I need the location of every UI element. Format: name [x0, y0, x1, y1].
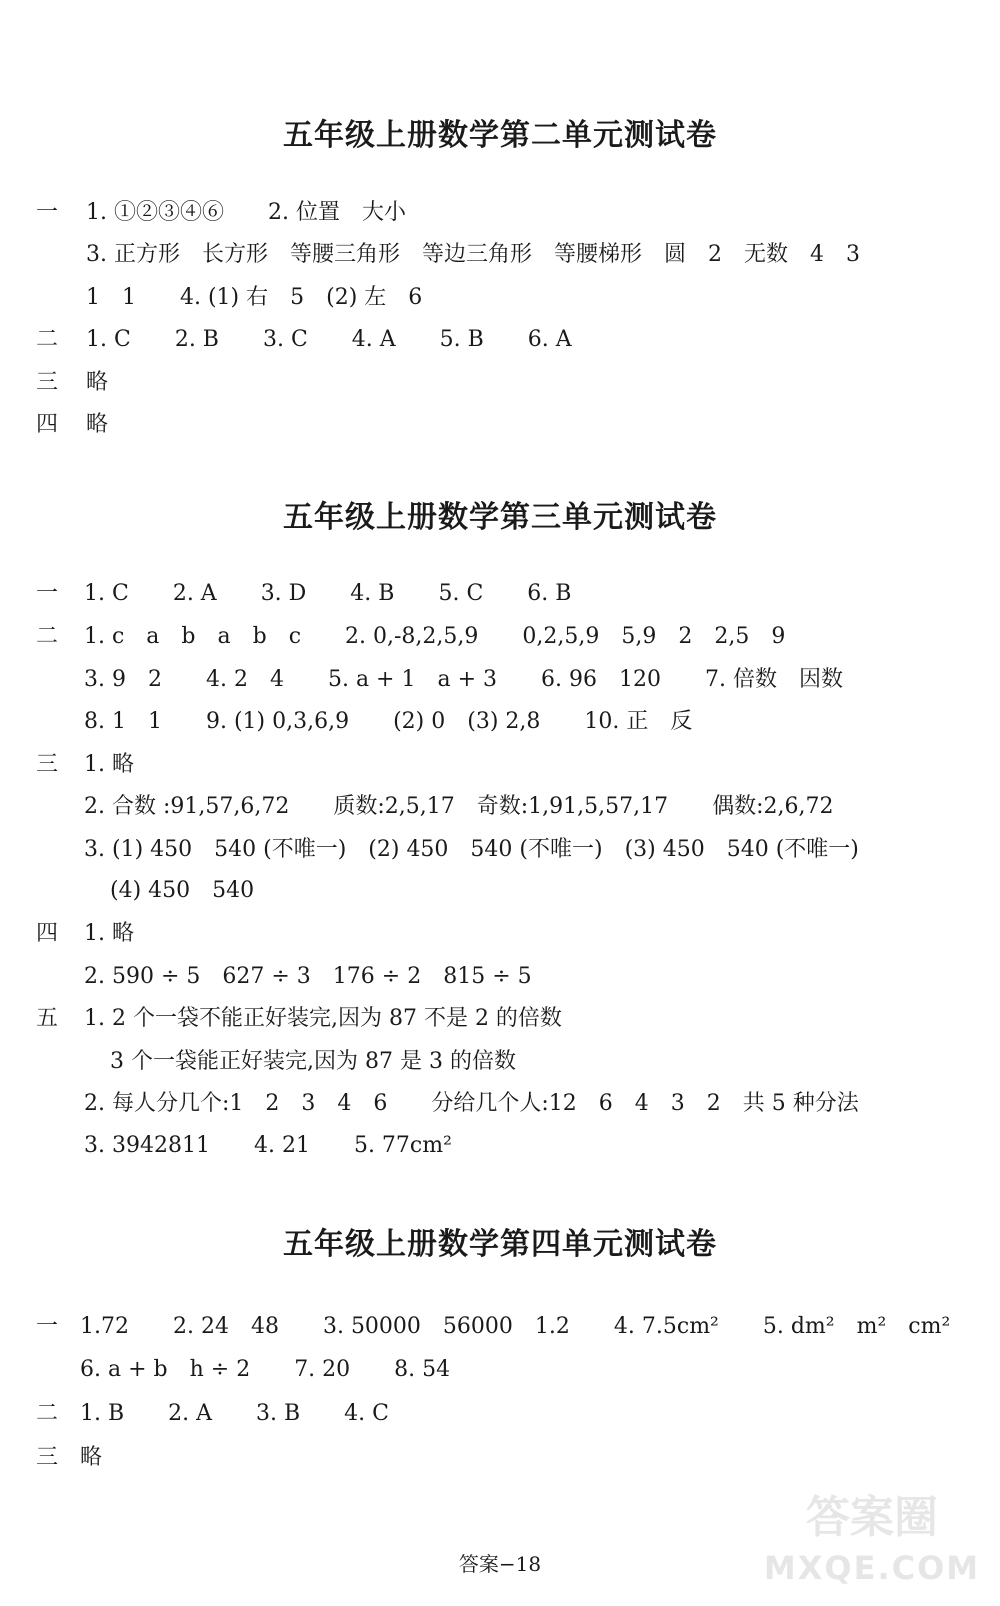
answer-line: 2. 合数 :91,57,6,72 质数:2,5,17 奇数:1,91,5,57,17 偶数:2,6,72	[84, 794, 834, 819]
answer-line: 1. C 2. B 3. C 4. A 5. B 6. A	[86, 327, 572, 352]
row-label: 五	[36, 1006, 59, 1031]
answer-line: 1. c a b a b c 2. 0,-8,2,5,9 0,2,5,9 5,9 2 2,5 9	[84, 624, 786, 649]
row-label: 一	[36, 1314, 59, 1339]
answer-line: 略	[86, 370, 109, 395]
row-label: 二	[36, 327, 59, 352]
row-label: 四	[36, 412, 59, 437]
answer-line: 1.72 2. 24 48 3. 50000 56000 1.2 4. 7.5cm² 5. dm² m² cm²	[80, 1314, 951, 1339]
watermark-en: MXQE.COM	[763, 1549, 981, 1587]
watermark-cn: 答案圈	[806, 1492, 938, 1543]
watermark-logo	[762, 1488, 982, 1598]
answer-line: 1. 2 个一袋不能正好装完,因为 87 不是 2 的倍数	[84, 1006, 562, 1031]
answer-line: 3. 9 2 4. 2 4 5. a + 1 a + 3 6. 96 120 7. 倍数 因数	[84, 667, 843, 692]
answer-line: 1. 略	[84, 752, 134, 777]
answer-line: 1. 略	[84, 921, 134, 946]
page-number: 答案−18	[458, 1552, 542, 1576]
answer-line: 3. (1) 450 540 (不唯一) (2) 450 540 (不唯一) (3) 450 540 (不唯一)	[84, 837, 859, 862]
answer-line: 6. a + b h ÷ 2 7. 20 8. 54	[80, 1357, 451, 1382]
row-label: 三	[36, 1445, 59, 1470]
section-title-unit-3: 五年级上册数学第三单元测试卷	[283, 500, 717, 535]
answer-line: 2. 590 ÷ 5 627 ÷ 3 176 ÷ 2 815 ÷ 5	[84, 964, 532, 989]
section-title-unit-4: 五年级上册数学第四单元测试卷	[283, 1227, 717, 1262]
answer-line: 略	[80, 1445, 103, 1470]
answer-line: 略	[86, 412, 109, 437]
row-label: 四	[36, 921, 59, 946]
answer-line: 1. B 2. A 3. B 4. C	[80, 1401, 389, 1426]
answer-line: (4) 450 540	[110, 878, 255, 903]
row-label: 一	[36, 200, 59, 225]
answer-line: 3. 3942811 4. 21 5. 77cm²	[84, 1133, 452, 1158]
row-label: 三	[36, 752, 59, 777]
section-title-unit-2: 五年级上册数学第二单元测试卷	[283, 118, 717, 153]
row-label: 二	[36, 1401, 59, 1426]
answer-line: 1 1 4. (1) 右 5 (2) 左 6	[86, 285, 423, 310]
answer-line: 1. ①②③④⑥ 2. 位置 大小	[86, 200, 406, 225]
answer-line: 8. 1 1 9. (1) 0,3,6,9 (2) 0 (3) 2,8 10. 正 反	[84, 709, 693, 734]
answer-line: 2. 每人分几个:1 2 3 4 6 分给几个人:12 6 4 3 2 共 5 种分法	[84, 1091, 859, 1116]
row-label: 一	[36, 581, 59, 606]
answer-line: 3 个一袋能正好装完,因为 87 是 3 的倍数	[110, 1049, 516, 1074]
answer-line: 1. C 2. A 3. D 4. B 5. C 6. B	[84, 581, 572, 606]
row-label: 二	[36, 624, 59, 649]
answer-line: 3. 正方形 长方形 等腰三角形 等边三角形 等腰梯形 圆 2 无数 4 3	[86, 242, 860, 267]
row-label: 三	[36, 370, 59, 395]
